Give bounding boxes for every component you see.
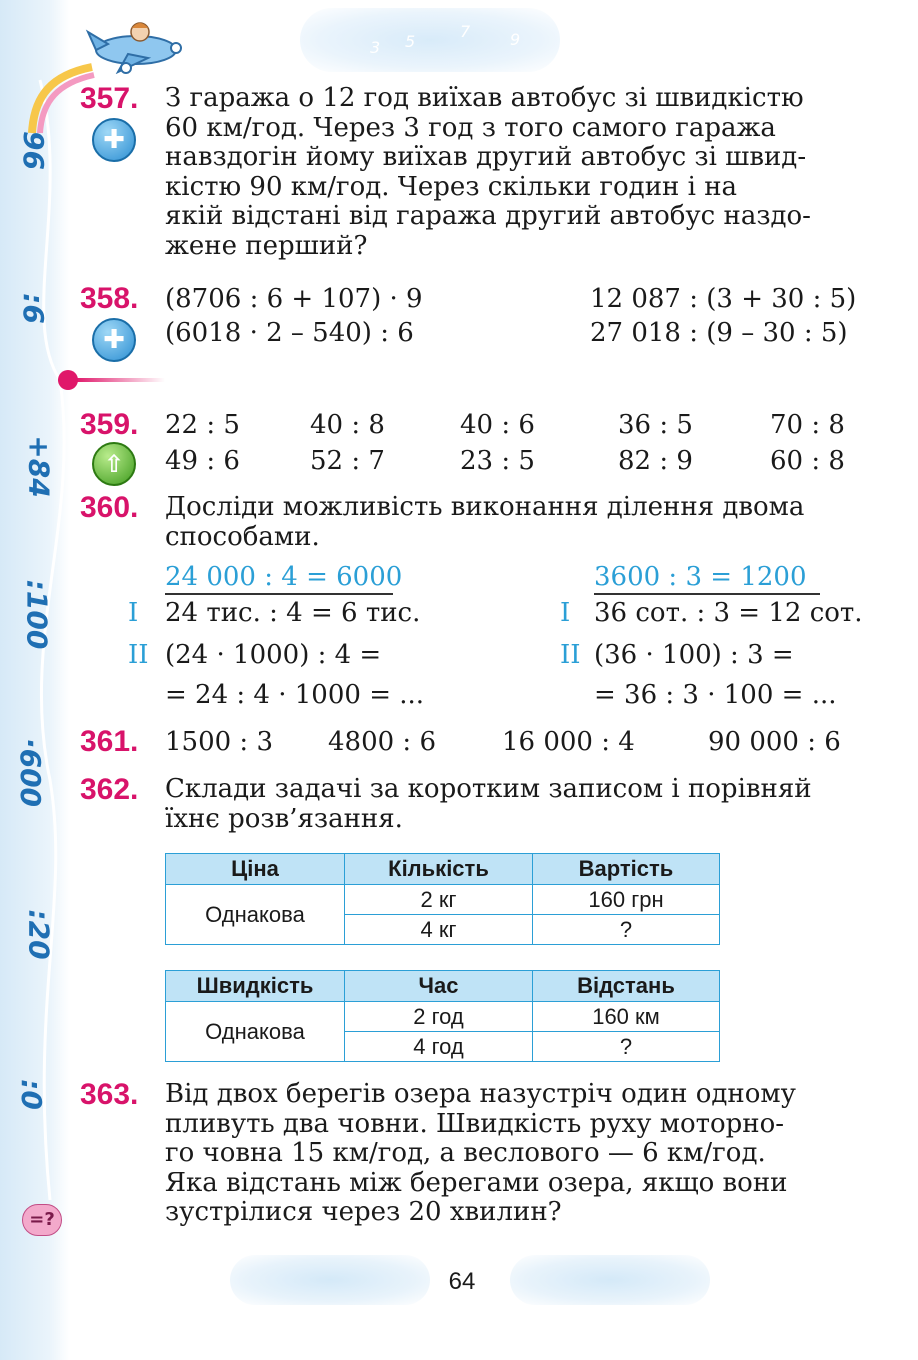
table-row (166, 885, 720, 915)
expression: 27 018 : (9 – 30 : 5) (590, 318, 848, 348)
text-line: їхнє розв’язання. (165, 803, 403, 834)
table-row (166, 1002, 720, 1032)
table-cell: ? (533, 915, 720, 945)
table-cell: 2 кг (345, 885, 533, 915)
task-363-text (165, 1080, 845, 1228)
footer-cloud (510, 1255, 710, 1305)
expression: 40 : 6 (460, 410, 535, 440)
expression: 12 087 : (3 + 30 : 5) (590, 284, 857, 314)
text-line: пливуть два човни. Швидкість руху моторно- (165, 1108, 785, 1139)
arrow-up-icon: ⇧ (92, 442, 136, 486)
task-number-358: 358. (80, 282, 139, 315)
margin-chain-item: :0 (14, 1079, 48, 1110)
table-cell: 160 грн (533, 885, 720, 915)
text-line: 60 км/год. Через 3 год з того самого гаража (165, 112, 776, 143)
task-362-text (165, 775, 845, 834)
margin-chain-item: :20 (22, 909, 56, 960)
cloud-digit: 3 (370, 38, 381, 57)
task-number-360: 360. (80, 491, 139, 524)
table-cell: ? (533, 1032, 720, 1062)
table-header: Відстань (533, 971, 720, 1002)
task-number-362: 362. (80, 773, 139, 806)
table-cell: 2 год (345, 1002, 533, 1032)
expression: (8706 : 6 + 107) · 9 (165, 284, 423, 314)
cloud-digit: 5 (405, 32, 416, 51)
margin-chain-item: +84 (22, 435, 56, 498)
task-number-359: 359. (80, 408, 139, 441)
check-answer-badge: =? (22, 1204, 62, 1236)
method-line: 36 сот. : 3 = 12 сот. (594, 598, 863, 628)
text-line: кістю 90 км/год. Через скільки годин і на (165, 171, 738, 202)
expression: (6018 · 2 – 540) : 6 (165, 318, 414, 348)
method-label: II (128, 640, 149, 670)
method-label: I (560, 598, 571, 628)
example-header-left: 24 000 : 4 = 6000 (165, 562, 393, 595)
table-cell: Однакова (166, 1002, 345, 1062)
expression: 60 : 8 (770, 446, 845, 476)
text-line: жене перший? (165, 230, 368, 261)
method-line: (36 · 100) : 3 = (594, 640, 794, 670)
expression: 52 : 7 (310, 446, 385, 476)
table-header: Швидкість (166, 971, 345, 1002)
airplane-icon (78, 14, 188, 74)
margin-curve (0, 0, 90, 1360)
table-header: Ціна (166, 854, 345, 885)
text-line: З гаража о 12 год виїхав автобус зі швидкістю (165, 83, 804, 113)
text-line: способами. (165, 521, 320, 552)
text-line: навздогін йому виїхав другий автобус зі швид- (165, 142, 807, 172)
text-line: Склади задачі за коротким записом і порівняй (165, 774, 812, 804)
table-header: Кількість (345, 854, 533, 885)
method-line: 24 тис. : 4 = 6 тис. (165, 598, 421, 628)
page-number: 64 (448, 1268, 476, 1295)
task-number-357: 357. (80, 82, 139, 115)
method-line: = 36 : 3 · 100 = ... (594, 680, 837, 710)
text-line: го човна 15 км/год, а веслового — 6 км/год. (165, 1138, 766, 1168)
method-line: = 24 : 4 · 1000 = ... (165, 680, 425, 710)
task-number-363: 363. (80, 1078, 139, 1111)
margin-chain-item: 96 (16, 131, 50, 170)
puzzle-icon: ✚ (92, 318, 136, 362)
expression: 23 : 5 (460, 446, 535, 476)
expression: 90 000 : 6 (708, 727, 841, 757)
task-357-text (165, 84, 845, 261)
top-cloud (300, 8, 560, 72)
table-cell: Однакова (166, 885, 345, 945)
expression: 40 : 8 (310, 410, 385, 440)
footer-cloud (230, 1255, 430, 1305)
expression: 16 000 : 4 (502, 727, 635, 757)
text-line: зустрілися через 20 хвилин? (165, 1197, 562, 1227)
margin-chain-item: ·600 (14, 737, 48, 808)
expression: 49 : 6 (165, 446, 240, 476)
price-table (165, 853, 720, 945)
expression: 1500 : 3 (165, 727, 273, 757)
expression: 70 : 8 (770, 410, 845, 440)
task-number-361: 361. (80, 725, 139, 758)
text-line: Яка відстань між берегами озера, якщо вони (165, 1167, 788, 1198)
task-360-text (165, 493, 845, 552)
text-line: Досліди можливість виконання ділення двома (165, 492, 805, 522)
text-line: Від двох берегів озера назустріч один одному (165, 1079, 796, 1109)
example-header-right: 3600 : 3 = 1200 (594, 562, 820, 595)
expression: 36 : 5 (618, 410, 693, 440)
speed-table (165, 970, 720, 1062)
table-cell: 160 км (533, 1002, 720, 1032)
method-line: (24 · 1000) : 4 = (165, 640, 382, 670)
cloud-digit: 7 (460, 22, 471, 41)
expression: 4800 : 6 (328, 727, 436, 757)
method-label: II (560, 640, 581, 670)
expression: 22 : 5 (165, 410, 240, 440)
table-cell: 4 кг (345, 915, 533, 945)
method-label: I (128, 598, 139, 628)
table-header: Час (345, 971, 533, 1002)
margin-chain-item: :6 (16, 293, 50, 324)
table-header: Вартість (533, 854, 720, 885)
puzzle-icon: ✚ (92, 118, 136, 162)
bookmark-line (75, 378, 165, 382)
expression: 82 : 9 (618, 446, 693, 476)
cloud-digit: 9 (510, 30, 521, 49)
table-cell: 4 год (345, 1032, 533, 1062)
margin-chain-item: :100 (20, 579, 54, 650)
text-line: якій відстані від гаража другий автобус наздо- (165, 201, 811, 231)
